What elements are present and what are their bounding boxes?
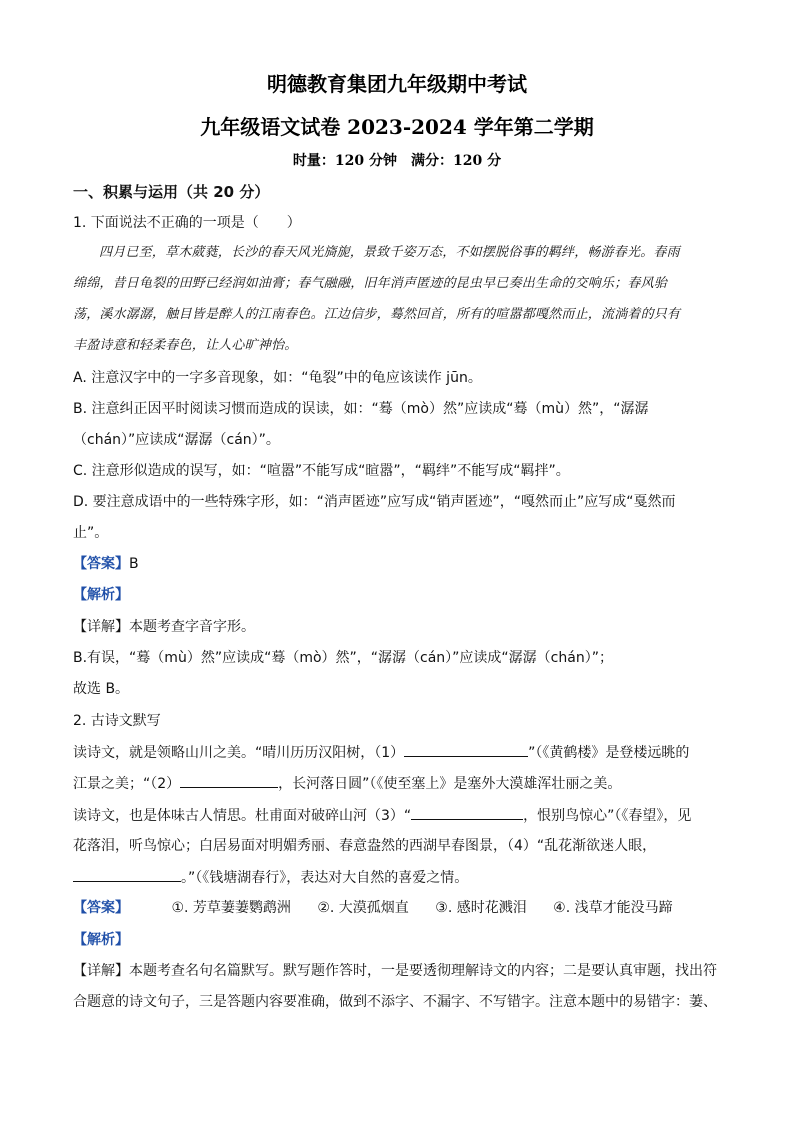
- q2-paragraph-line: 花落泪，听鸟惊心；白居易面对明媚秀丽、春意盎然的西湖早春图景，（4）“乱花渐欲迷人眼，: [73, 838, 657, 854]
- analysis-tag: 【解析】: [73, 587, 129, 603]
- exam-title: 明德教育集团九年级期中考试: [267, 72, 527, 96]
- analysis-tag: 【解析】: [73, 932, 129, 948]
- q1-option-c: C. 注意形似造成的误写，如：“喧嚣”不能写成“暄嚣”，“羁绊”不能写成“羁拌”。: [73, 463, 570, 479]
- detail-tag: 【详解】: [73, 963, 129, 979]
- q1-option-a: A. 注意汉字中的一字多音现象，如：“龟裂”中的龟应该读作 jūn。: [73, 370, 482, 386]
- q2-text: 。”（《钱塘湖春行》，表达对大自然的喜爱之情。: [181, 870, 469, 886]
- q2-text: ”（《黄鹤楼》是登楼远眺的: [528, 745, 690, 761]
- q2-text: ，恨别鸟惊心”（《春望》，见: [523, 808, 692, 824]
- q2-stem: 2. 古诗文默写: [73, 713, 161, 729]
- q2-detail-line: 合题意的诗文句子，三是答题内容要准确，做到不添字、不漏字、不写错字。注意本题中的易错字：萋、: [73, 994, 717, 1010]
- q2-text: ，长河落日圆”（《使至塞上》是塞外大漠雄浑壮丽之美。: [278, 776, 622, 792]
- q1-answer-row: [73, 554, 721, 574]
- fill-blank-2[interactable]: [180, 773, 278, 788]
- section-heading: 一、积累与运用（共 20 分）: [73, 183, 270, 201]
- q1-detail-row: [73, 617, 721, 637]
- q2-paragraph-line: [73, 805, 721, 826]
- q2-paragraph-line: [73, 742, 721, 763]
- fill-blank-1[interactable]: [404, 742, 528, 757]
- answer-item: ②. 大漠孤烟直: [317, 900, 409, 916]
- exam-subtitle: 九年级语文试卷 2023-2024 学年第二学期: [200, 115, 594, 139]
- q1-detail-line: 故选 B。: [73, 681, 130, 697]
- q1-passage-line: 绵绵，昔日龟裂的田野已经润如油膏；春气融融，旧年消声匿迹的昆虫早已奏出生命的交响乐；春风骀: [73, 276, 668, 291]
- q1-passage-line: 四月已至，草木葳蕤，长沙的春天风光旖旎，景致千姿万态，不如摆脱俗事的羁绊，畅游春光。春雨: [99, 245, 680, 260]
- q1-option-b: B. 注意纠正因平时阅读习惯而造成的误读，如：“蓦（mò）然”应读成“蓦（mù）然”，“潺潺: [73, 401, 649, 417]
- q1-passage-line: 荡，溪水潺潺，触目皆是醉人的江南春色。江边信步，蓦然回首，所有的喧嚣都嘎然而止，流淌着的只有: [73, 307, 681, 322]
- answer-value: B: [129, 556, 139, 572]
- fill-blank-3[interactable]: [411, 805, 523, 820]
- answer-tag: 【答案】: [73, 900, 129, 916]
- q1-detail-line: B.有误，“蓦（mù）然”应读成“蓦（mò）然”，“潺潺（cán）”应读成“潺潺（chán）”；: [73, 650, 613, 666]
- q1-option-b-cont: （chán）”应读成“潺潺（cán）”。: [73, 432, 280, 448]
- q1-option-d-cont: 止”。: [73, 525, 109, 541]
- q1-analysis-row: [73, 585, 721, 605]
- q2-text: 江景之美；“（2）: [73, 776, 181, 792]
- fill-blank-4[interactable]: [73, 867, 181, 882]
- detail-tag: 【详解】: [73, 619, 129, 635]
- exam-meta: 时量：120 分钟 满分：120 分: [292, 153, 502, 169]
- q1-option-d: D. 要注意成语中的一些特殊字形，如：“消声匿迹”应写成“销声匿迹”，“嘎然而止”应写成“戛然而: [73, 494, 676, 510]
- q1-passage-line: 丰盈诗意和轻柔春色，让人心旷神怡。: [73, 338, 298, 353]
- q2-paragraph-line: [73, 867, 721, 888]
- detail-text: 本题考查字音字形。: [129, 619, 255, 635]
- answer-item: ③. 感时花溅泪: [435, 900, 527, 916]
- q2-text: 读诗文，就是领略山川之美。“晴川历历汉阳树，（1）: [73, 745, 405, 761]
- answer-item: ①. 芳草萋萋鹦鹉洲: [171, 900, 291, 916]
- answer-tag: 【答案】: [73, 556, 129, 572]
- answer-item: ④. 浅草才能没马蹄: [553, 900, 673, 916]
- q1-stem: 1. 下面说法不正确的一项是（ ）: [73, 215, 301, 231]
- q2-detail-row: [73, 961, 721, 981]
- q2-answer-row: [73, 898, 721, 918]
- q2-text: 读诗文，也是体味古人情思。杜甫面对破碎山河（3）“: [73, 808, 412, 824]
- q2-analysis-row: [73, 930, 721, 950]
- detail-text: 本题考查名句名篇默写。默写题作答时，一是要透彻理解诗文的内容；二是要认真审题，找出符: [129, 963, 717, 979]
- q2-paragraph-line: [73, 773, 721, 794]
